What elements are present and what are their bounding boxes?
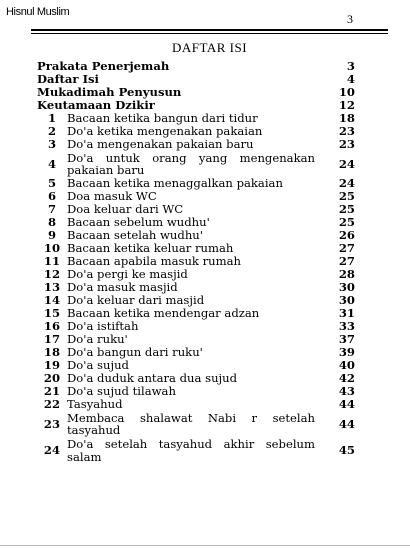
toc-entry-label: Do'a ketika mengenakan pakaian [67,123,263,138]
toc-entry-number: 8 [47,215,57,230]
toc-entry-label: Do'a duduk antara dua sujud [67,370,238,385]
toc-entry-number: 13 [43,280,61,295]
toc-entry-page: 25 [338,215,355,230]
toc-entry-page: 40 [338,357,355,372]
toc-entry-number: 9 [47,228,57,243]
toc-entry-number: 5 [47,176,57,191]
toc-entry-label: Prakata Penerjemah [37,59,170,73]
toc-entry-page: 18 [338,110,355,125]
toc-entry-number: 10 [43,241,61,256]
toc-entry [37,125,355,138]
toc-entry-page: 12 [338,97,355,112]
toc-title: DAFTAR ISI [171,40,248,55]
toc-top-entry [37,86,355,99]
toc-entry-page: 37 [338,331,355,346]
page-number: 3 [347,12,353,26]
toc-entry-number: 18 [43,344,61,359]
header-rule-thick [31,29,388,31]
toc-entry-page: 23 [338,136,355,151]
toc-top-entry [37,73,355,86]
toc-entry-page: 30 [338,280,355,295]
toc-entry [37,112,355,125]
toc-entry [37,359,355,372]
toc-entry-page: 23 [338,123,355,138]
toc-entry-label: Bacaan apabila masuk rumah [67,254,241,269]
toc-entry-number: 7 [47,202,57,217]
toc-entry-label: Bacaan ketika bangun dari tidur [67,110,258,125]
toc-entry-label: Do'a pergi ke masjid [67,267,188,282]
toc-entry-label: Bacaan setelah wudhu' [67,228,203,243]
toc-entry-label: Bacaan sebelum wudhu' [67,215,210,230]
toc-entry-page: 25 [338,189,355,204]
toc-entry-page: 33 [338,318,355,333]
toc-entry-label: Bacaan ketika mendengar adzan [67,306,260,321]
toc-entry [37,346,355,359]
toc-entry [37,333,355,346]
toc-entry-label: Do'a sujud tilawah [67,383,176,398]
toc-entry-label: Do'a setelah tasyahud akhir sebelum salam [67,437,315,464]
toc-entry-label: Bacaan ketika keluar rumah [67,241,234,256]
toc-top-entry [37,99,355,112]
toc-entry [37,151,355,178]
toc-entry-number: 14 [43,293,61,308]
toc-entry-label: Keutamaan Dzikir [37,97,155,112]
toc-entry-label: Do'a keluar dari masjid [67,293,205,308]
toc-entry-number: 21 [43,383,61,398]
toc-entry-number: 2 [47,123,57,138]
toc-entry [37,138,355,151]
toc-entry-page: 27 [338,254,355,269]
toc-entry-number: 22 [43,396,61,411]
toc-entry-page: 28 [338,267,355,282]
toc-entry-label: Do'a mengenakan pakaian baru [67,136,254,151]
toc-entry-number: 24 [43,443,61,458]
toc-entry-page: 26 [338,228,355,243]
header-title: Hisnul Muslim [6,6,70,18]
toc-entry-label: Do'a bangun dari ruku' [67,344,203,359]
toc-entry-page: 10 [338,84,355,99]
toc-entry-page: 3 [346,59,355,73]
toc-entry-page: 4 [346,71,355,86]
toc-entry-number: 1 [47,110,57,125]
toc-entry-page: 27 [338,241,355,256]
toc-entry-page: 24 [338,176,355,191]
toc-entry-label: Doa masuk WC [67,189,157,204]
toc-entry-number: 6 [47,189,57,204]
toc-entry-number: 4 [47,156,57,171]
toc-entry-number: 19 [43,357,61,372]
toc-entry-label: Tasyahud [67,396,123,411]
toc-entry-page: 24 [338,156,355,171]
toc-entry-label: Bacaan ketika menaggalkan pakaian [67,176,283,191]
toc-entry-label: Membaca shalawat Nabi r setelah tasyahud [67,410,315,438]
toc-entry-label: Do'a ruku' [67,331,128,346]
toc-entry-label: Mukadimah Penyusun [37,84,182,99]
toc-entry-page: 44 [338,416,355,431]
toc-entry-label: Do'a untuk orang yang mengenakan pakaian baru [67,150,315,178]
toc-entry-number: 23 [43,416,61,431]
toc-entry [37,411,355,438]
toc-entry [37,437,355,464]
toc-entry-page: 39 [338,344,355,359]
page-bottom-edge [0,545,410,546]
toc-entry [37,385,355,398]
toc-entry-number: 20 [43,370,61,385]
toc-entry-number: 12 [43,267,61,282]
toc-entry-page: 44 [338,396,355,411]
toc-entry-number: 15 [43,306,61,321]
toc-entry-page: 43 [338,383,355,398]
toc-entry-page: 30 [338,293,355,308]
toc-entry-label: Doa keluar dari WC [67,202,184,217]
toc-entry-label: Do'a istiftah [67,318,139,333]
toc-entry-page: 31 [338,306,355,321]
toc-entry [37,398,355,411]
toc-entry-label: Do'a sujud [67,357,129,372]
toc-entry [37,320,355,333]
toc-entry-page: 25 [338,202,355,217]
toc-top-entry [37,60,355,73]
toc-entry-number: 16 [43,318,61,333]
table-of-contents [37,60,355,464]
header-rule-thin [31,33,388,34]
toc-entry-label: Daftar Isi [37,71,99,86]
toc-entry-number: 17 [43,331,61,346]
toc-entry [37,372,355,385]
toc-entry-page: 45 [338,443,355,458]
toc-entry-number: 3 [47,136,57,151]
toc-entry-label: Do'a masuk masjid [67,280,178,295]
toc-entry-number: 11 [43,254,61,269]
toc-entry-page: 42 [338,370,355,385]
